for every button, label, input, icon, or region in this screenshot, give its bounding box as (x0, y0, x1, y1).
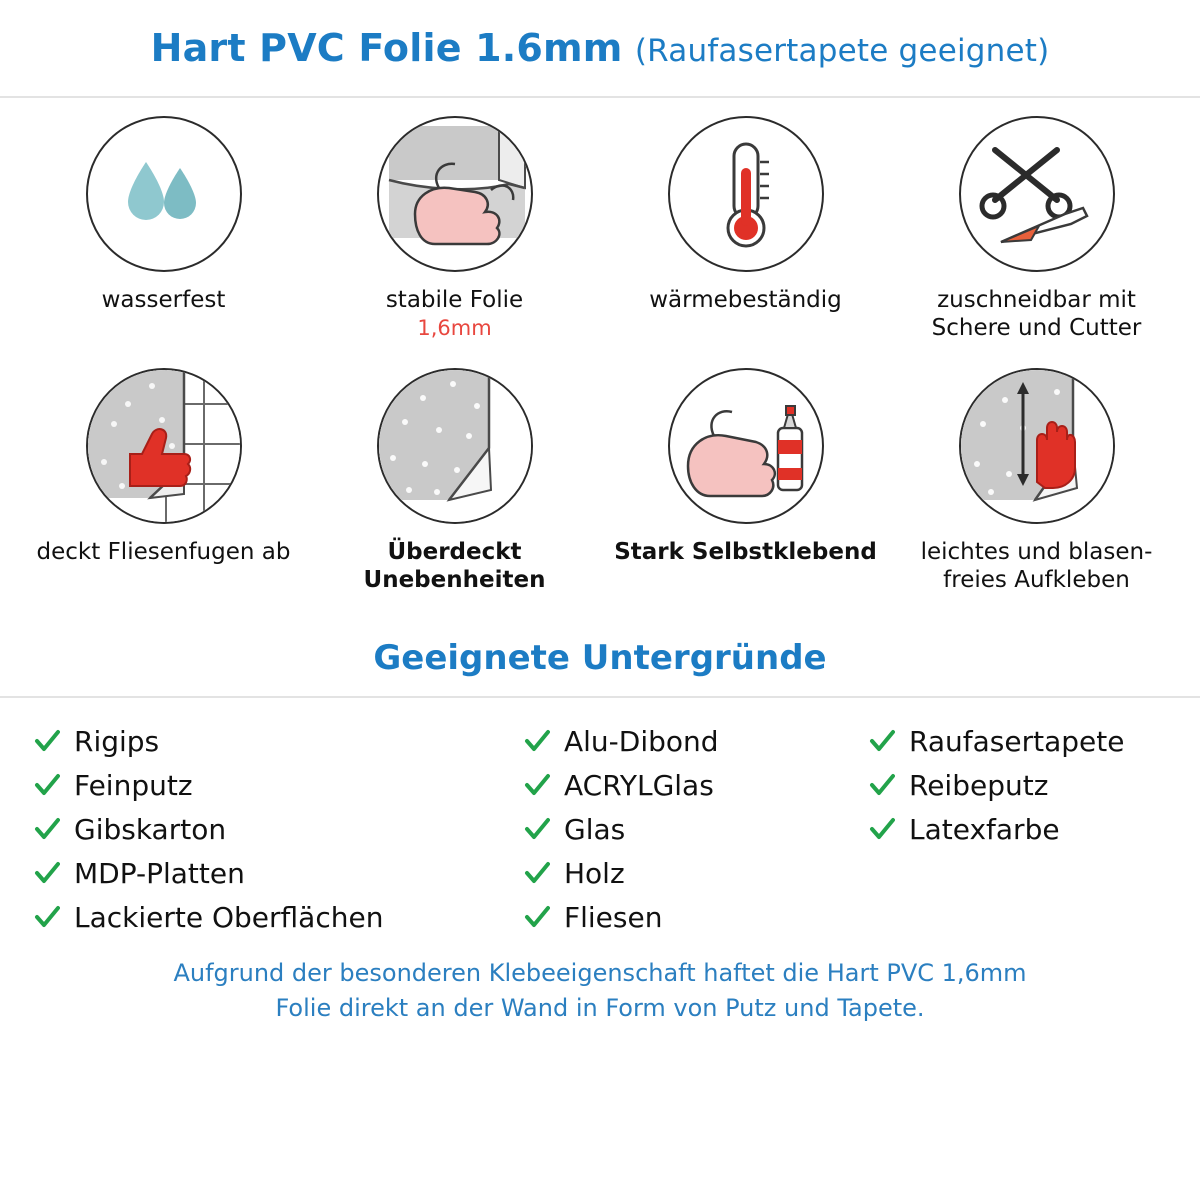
arm-glue-icon (668, 368, 824, 524)
page-title-main: Hart PVC Folie 1.6mm (150, 26, 623, 70)
strong-arm-foil-icon (377, 116, 533, 272)
list-item-label: Holz (564, 856, 625, 890)
feature-item (600, 116, 891, 368)
check-icon (34, 816, 60, 842)
scissors-cutter-icon (959, 116, 1115, 272)
footer-note-line-2: Folie direkt an der Wand in Form von Putz und Tapete. (275, 993, 925, 1022)
thermometer-icon (668, 116, 824, 272)
list-item (524, 808, 869, 850)
list-item (34, 852, 524, 894)
list-item-label: Raufasertapete (909, 724, 1125, 758)
list-item (524, 720, 869, 762)
feature-item (891, 368, 1182, 620)
water-drops-icon (86, 116, 242, 272)
list-item-label: Gibskarton (74, 812, 227, 846)
list-item-label: Alu-Dibond (564, 724, 719, 758)
list-item (869, 720, 1166, 762)
thumbs-up-tiles-icon (86, 368, 242, 524)
substrates-column-2 (524, 720, 869, 938)
hand-smooth-icon (959, 368, 1115, 524)
list-item-label: Latexfarbe (909, 812, 1060, 846)
list-item (34, 808, 524, 850)
substrates-section-header (0, 638, 1200, 698)
feature-item (309, 116, 600, 368)
list-item (34, 764, 524, 806)
page-title-sub: (Raufasertapete geeignet) (634, 33, 1050, 69)
list-item-label: Lackierte Oberflächen (74, 900, 384, 934)
list-item-label: Glas (564, 812, 626, 846)
list-item (524, 764, 869, 806)
check-icon (524, 816, 550, 842)
list-item-label: MDP-Platten (74, 856, 245, 890)
list-item-label: ACRYLGlas (564, 768, 714, 802)
feature-label: leichtes und blasen- freies Aufkleben (920, 539, 1153, 594)
list-item (524, 896, 869, 938)
foil-peel-icon (377, 368, 533, 524)
list-item-label: Fliesen (564, 900, 663, 934)
feature-label: Stark Selbstklebend (614, 539, 877, 565)
footer-note-line-1: Aufgrund der besonderen Klebeeigenschaft haftet die Hart PVC 1,6mm (173, 959, 1027, 987)
footer-note (0, 956, 1200, 1026)
substrates-column-3 (869, 720, 1166, 938)
list-item-label: Reibeputz (909, 768, 1049, 802)
list-item (524, 852, 869, 894)
feature-item (18, 116, 309, 368)
check-icon (34, 772, 60, 798)
page-header (0, 0, 1200, 98)
check-icon (34, 728, 60, 754)
feature-sublabel: 1,6mm (417, 316, 492, 341)
page-title (151, 26, 1050, 70)
feature-grid (0, 98, 1200, 620)
feature-label: Überdeckt Unebenheiten (363, 539, 546, 594)
list-item (34, 896, 524, 938)
check-icon (34, 904, 60, 930)
list-item-label: Rigips (74, 724, 160, 758)
substrates-list (0, 698, 1200, 938)
feature-label: zuschneidbar mit Schere und Cutter (931, 287, 1142, 342)
list-item (869, 764, 1166, 806)
check-icon (524, 904, 550, 930)
list-item-label: Feinputz (74, 768, 193, 802)
feature-label: wasserfest (101, 287, 226, 313)
feature-item (309, 368, 600, 620)
list-item (869, 808, 1166, 850)
check-icon (869, 816, 895, 842)
check-icon (869, 772, 895, 798)
feature-item (600, 368, 891, 620)
check-icon (524, 860, 550, 886)
feature-item (18, 368, 309, 620)
check-icon (34, 860, 60, 886)
check-icon (869, 728, 895, 754)
substrates-column-1 (34, 720, 524, 938)
feature-item (891, 116, 1182, 368)
feature-label: stabile Folie (385, 287, 524, 313)
feature-label: wärmebeständig (649, 287, 842, 313)
list-item (34, 720, 524, 762)
feature-label: deckt Fliesenfugen ab (36, 539, 291, 565)
check-icon (524, 772, 550, 798)
section-title: Geeignete Untergründe (373, 638, 827, 678)
check-icon (524, 728, 550, 754)
